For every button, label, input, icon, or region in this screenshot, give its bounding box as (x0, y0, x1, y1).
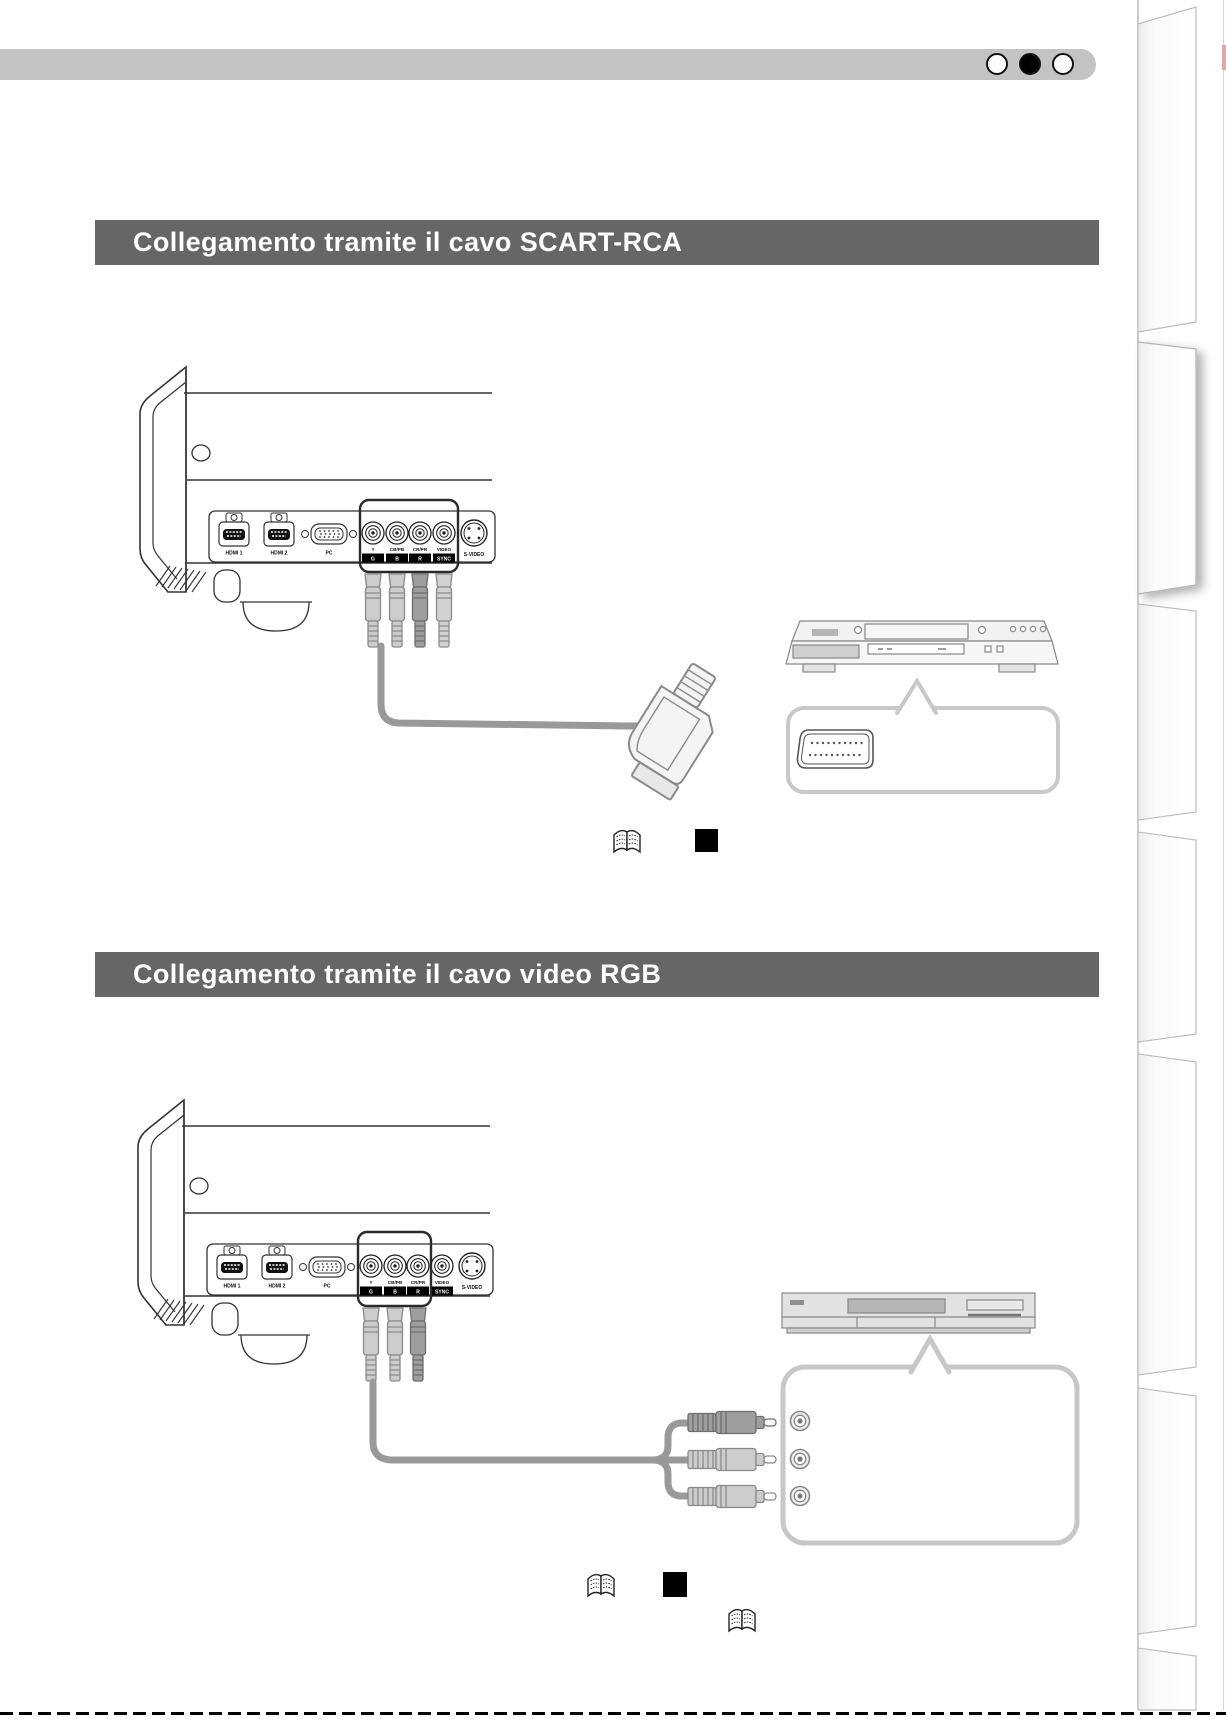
book-reference-icon (729, 1610, 755, 1631)
index-tab-column (1138, 0, 1226, 1710)
index-tab[interactable] (1138, 604, 1196, 820)
index-tab[interactable] (1138, 1648, 1196, 1710)
page-edge-mark (1222, 45, 1226, 70)
scart-socket-icon (797, 730, 873, 768)
rca-plugs-right (688, 1412, 776, 1508)
index-tab[interactable] (1138, 1388, 1196, 1634)
rgb-callout (783, 1339, 1077, 1543)
dvd-player (782, 1293, 1035, 1333)
rgb-cable (373, 1382, 690, 1496)
book-reference-icon (614, 831, 640, 852)
bottom-trim-line (0, 1712, 1226, 1715)
page-number-box (663, 1572, 687, 1597)
rca-plugs (363, 1308, 426, 1381)
section-title: Collegamento tramite il cavo SCART-RCA (133, 227, 683, 257)
index-tab-active[interactable] (1138, 342, 1196, 594)
index-tab[interactable] (1138, 7, 1196, 332)
section-title: Collegamento tramite il cavo video RGB (133, 959, 662, 989)
index-tab[interactable] (1138, 1054, 1196, 1375)
index-tab[interactable] (1138, 832, 1196, 1042)
page-number-box (695, 829, 718, 852)
book-reference-icon (588, 1575, 614, 1596)
diagram-rgb-video (138, 1100, 1077, 1631)
diagram-scart-rca (140, 367, 1058, 852)
rca-plugs (365, 574, 452, 647)
scart-rca-cable (381, 646, 684, 726)
rgb-jack-icons (791, 1412, 810, 1506)
dvd-player (786, 621, 1058, 672)
scart-callout (788, 681, 1058, 792)
